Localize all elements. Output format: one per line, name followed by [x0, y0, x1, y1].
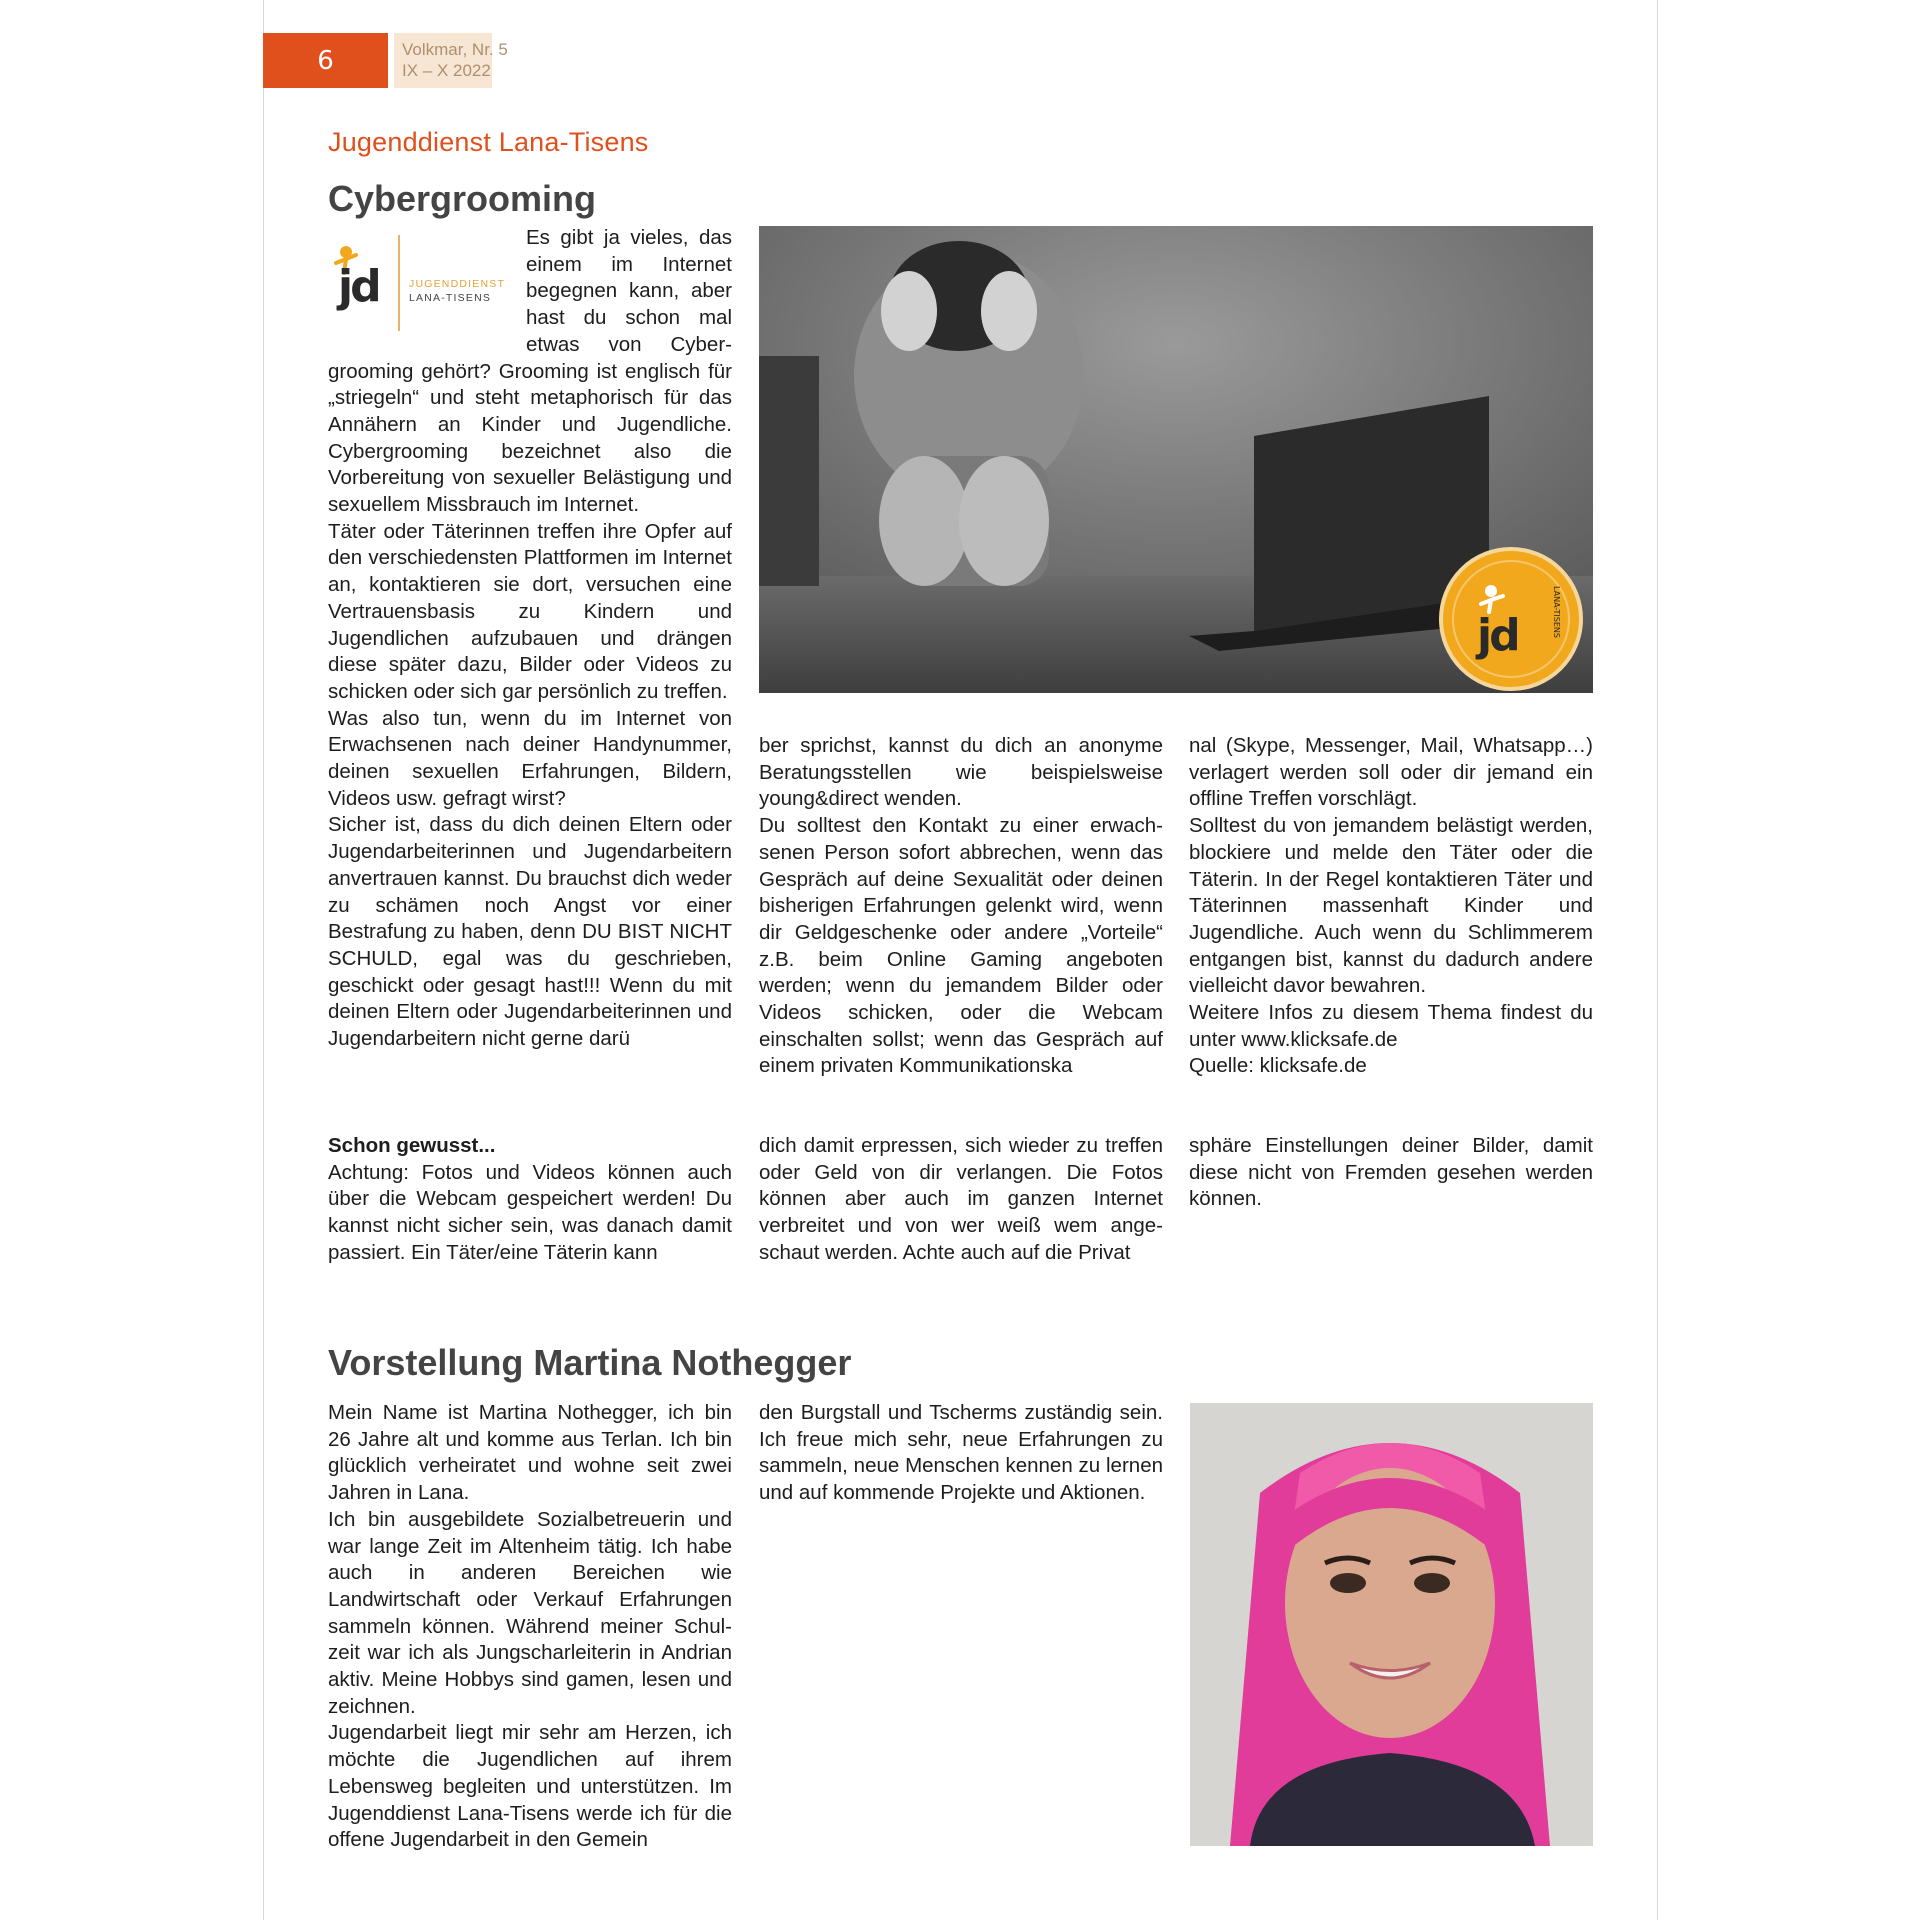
article1-paragraph-4: Sicher ist, dass du dich deinen Eltern oder Jugendarbeiterinnen und Jugendarbeitern anvertrauen kannst. Du brauchst dich weder zu schämen noch Angst vor einer Bestrafung zu haben, denn DU BIST NICHT SCHULD, egal was du geschrieben, geschickt oder gesagt hast!!! Wenn du mit deinen Eltern oder Jugendarbeiterinnen und Jugendarbeitern nicht gerne darü — [328, 813, 732, 1051]
info-box-title: Schon gewusst... — [328, 1134, 496, 1157]
portrait-illustration — [1190, 1403, 1593, 1846]
info-box-text-1: Achtung: Fotos und Videos können auch über die Webcam gespeichert werden! Du kannst nicht sicher sein, was danach damit passiert. Ein Täter/eine Täterin kann — [328, 1160, 732, 1264]
article2-column-1 — [328, 1400, 732, 1854]
article1-paragraph-intro: Es gibt ja vieles, das einem im Internet begegnen kann, aber hast du schon mal etwas von Cybergrooming gehört? Grooming ist englisch für „striegeln“ und steht metaphorisch für das Annähern an Kinder und Jugendliche. Cybergrooming bezeichnet also die Vorbereitung von sexueller Belästigung und sexuellem Missbrauch im Internet. — [328, 226, 732, 517]
section-label: Jugenddienst Lana-Tisens — [328, 127, 649, 157]
article1-column-3 — [1189, 733, 1593, 1080]
issue-line-2: IX – X 2022 — [402, 61, 491, 80]
article1-col3-source: Quelle: klicksafe.de — [1189, 1054, 1367, 1078]
jugenddienst-logo — [328, 227, 526, 335]
article2-paragraph-3: Jugendarbeit liegt mir sehr am Herzen, ich möchte die Jugendlichen auf ihrem Lebensweg begleiten und unterstützen. Im Jugenddienst Lana-Tisens werde ich für die offene Jugendarbeit in den Gemein — [328, 1721, 732, 1852]
article1-paragraph-2: Täter oder Täterinnen treffen ihre Opfer auf den verschiedensten Plattformen im Internet an, kontaktieren sie dort, versuchen eine Vertrauensbasis zu Kindern und Jugendlichen aufzubauen und drängen diese später dazu, Bilder oder Videos zu schicken oder sich gar persönlich zu treffen. — [328, 519, 732, 703]
photo-logo-letters: jd — [1477, 610, 1518, 661]
info-box-column-1 — [328, 1133, 732, 1267]
info-box-column-3 — [1189, 1133, 1593, 1213]
article1-paragraph-3: Was also tun, wenn du im Internet von Erwachsenen nach deiner Handynummer, deinen sexuellen Erfahrungen, Bildern, Videos usw. gefragt wirst? — [328, 706, 732, 810]
logo-divider — [398, 235, 400, 331]
article2-paragraph-1: Mein Name ist Martina Nothegger, ich bin 26 Jahre alt und komme aus Terlan. Ich bin glücklich verheiratet und wohne seit zwei Jahren in Lana. — [328, 1401, 732, 1505]
article2-column-2 — [759, 1400, 1163, 1507]
page-number: 6 — [263, 33, 388, 88]
article1-column-2 — [759, 733, 1163, 1080]
article2-col2-paragraph-1: den Burgstall und Tscherms zuständig sein. Ich freue mich sehr, neue Erfahrungen zu sammeln, neue Menschen kennen zu lernen und auf kommende Projekte und Aktionen. — [759, 1401, 1163, 1505]
info-box-text-3: sphäre Einstellungen deiner Bilder, damit diese nicht von Fremden gesehen werden können. — [1189, 1134, 1593, 1211]
issue-line-1: Volkmar, Nr. 5 — [402, 40, 508, 59]
article1-col2-paragraph-2: Du solltest den Kontakt zu einer erwachsenen Person sofort abbrechen, wenn das Gespräch auf deine Sexualität oder deinen bisherigen Erfahrungen gelenkt wird, wenn dir Geldgeschenke oder andere „Vorteile“ z.B. beim Online Gaming angeboten werden; wenn du jemandem Bilder oder Videos schicken, oder die Webcam einschalten sollst; wenn das Gespräch auf einem privaten Kommunikationska — [759, 814, 1163, 1078]
jd-logo-icon — [332, 243, 394, 313]
article1-col3-paragraph-1: nal (Skype, Messenger, Mail, Whatsapp…) verlagert werden soll oder dir jemand ein offline Treffen vorschlägt. — [1189, 734, 1593, 811]
page-edge-right — [1657, 0, 1658, 1920]
photo-girl-with-laptop — [759, 226, 1593, 693]
info-box-column-2 — [759, 1133, 1163, 1267]
article1-col3-paragraph-2: Solltest du von jemandem belästigt werden, blockiere und melde den Täter oder die Täterin. In der Regel kontaktieren Täter und Täterinnen massenhaft Kinder und Jugendliche. Auch wenn du Schlimmerem entgangen bist, kannst du dadurch andere vielleicht davor bewahren. — [1189, 814, 1593, 998]
info-box-text-2: dich damit erpressen, sich wieder zu treffen oder Geld von dir verlangen. Die Fotos können aber auch im ganzen Internet verbreitet und von wer weiß wem angeschaut werden. Achte auch auf die Privat — [759, 1134, 1163, 1264]
photo-logo-side-text: LANA-TISENS — [1552, 586, 1561, 638]
photo-illustration — [759, 226, 1593, 693]
article-title-vorstellung: Vorstellung Martina Nothegger — [328, 1342, 852, 1383]
svg-text:jd: jd — [338, 261, 379, 312]
issue-info — [394, 33, 508, 88]
logo-text-line-1: JUGENDDIENST — [409, 278, 506, 290]
logo-text-line-2: LANA-TISENS — [409, 292, 492, 304]
article1-col3-paragraph-3: Weitere Infos zu diesem Thema findest du unter www.klicksafe.de — [1189, 1001, 1593, 1051]
page-edge-left — [263, 0, 264, 1920]
photo-martina-portrait — [1190, 1403, 1593, 1846]
article1-column-1 — [328, 225, 732, 1053]
article-title-cybergrooming: Cybergrooming — [328, 178, 597, 219]
article1-col2-paragraph-1: ber sprichst, kannst du dich an anonyme Beratungsstellen wie beispielsweise young&direct wenden. — [759, 734, 1163, 811]
article2-paragraph-2: Ich bin ausgebildete Sozialbetreuerin und war lange Zeit im Altenheim tätig. Ich habe auch in anderen Bereichen wie Landwirtschaft oder Verkauf Erfahrungen sammeln können. Während meiner Schulzeit war ich als Jungscharleiterin in Andrian aktiv. Meine Hobbys sind gamen, lesen und zeichnen. — [328, 1507, 732, 1718]
